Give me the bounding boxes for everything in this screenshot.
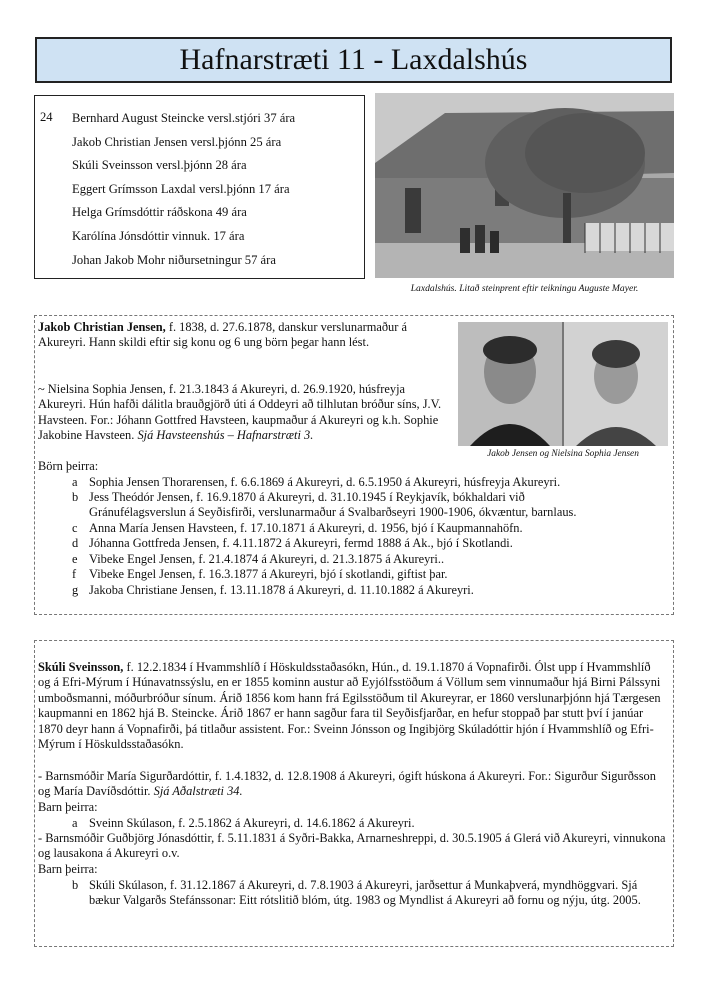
portrait-caption: Jakob Jensen og Nielsina Sophia Jensen [487, 449, 639, 459]
skuli-child-heading-1: Barn þeirra: [38, 800, 98, 814]
child-letter: d [72, 536, 79, 550]
child-letter: c [72, 521, 78, 535]
child-text: Sveinn Skúlason, f. 2.5.1862 á Akureyri, d. 14.6.1862 á Akureyri. [89, 816, 415, 830]
census-entry: Jakob Christian Jensen versl.þjónn 25 ára [72, 134, 282, 149]
census-list [72, 110, 295, 275]
jakob-bio [38, 320, 450, 351]
nielsina-bio-text: ~ Nielsina Sophia Jensen, f. 21.3.1843 á Akureyri, d. 26.9.1920, húsfreyja Akureyri. Hún hafði dálitla brauðgjörð úti á Oddeyri að tilhlutan bróður síns, J.V. Havsteen. For.: Jóhann Gottfred Havsteen, kaupmaður á Akureyri og k.h. Sophie Jakobine Havsteen. [38, 382, 442, 443]
skuli-child-heading-2: Barn þeirra: [38, 862, 98, 876]
child-b-cont [89, 505, 576, 520]
child-letter: a [72, 816, 78, 830]
jakob-name: Jakob Christian Jensen, [38, 320, 166, 334]
portrait-photos [458, 322, 668, 446]
child-letter: b [72, 490, 79, 504]
laxdalshus-engraving [375, 93, 674, 278]
nielsina-bio [38, 382, 450, 444]
census-number: 24 [40, 110, 53, 124]
skuli-child-b-text: Skúli Skúlason, f. 31.12.1867 á Akureyri, d. 7.8.1903 á Akureyri, jarðsettur á Munkaþverá, myndhöggvari. Sjá bækur Valgarðs Stefánssonar: Eitt rótslitið blóm, útg. 1983 og Myndlist á Akureyri að fornu og nýju, útg. 2005. [89, 878, 641, 908]
census-entry: Karólína Jónsdóttir vinnuk. 17 ára [72, 228, 245, 243]
child-letter: e [72, 552, 78, 566]
child-text: Vibeke Engel Jensen, f. 16.3.1877 á Akureyri, bjó í skotlandi, giftist þar. [89, 567, 448, 581]
page-title: Hafnarstræti 11 - Laxdalshús [35, 37, 672, 83]
census-box [34, 95, 365, 279]
child-text: Jakoba Christiane Jensen, f. 13.11.1878 á Akureyri, d. 11.10.1882 á Akureyri. [89, 583, 474, 597]
census-entry: Johan Jakob Mohr niðursetningur 57 ára [72, 252, 276, 267]
child-text: Anna María Jensen Havsteen, f. 17.10.1871 á Akureyri, d. 1956, bjó í Kaupmannahöfn. [89, 521, 523, 535]
mother-1-ref: Sjá Aðalstræti 34. [153, 784, 243, 799]
jakob-children-heading: Börn þeirra: [38, 459, 99, 473]
child-text: Jóhanna Gottfreda Jensen, f. 4.11.1872 á Akureyri, fermd 1888 á Ak., bjó í Skotlandi. [89, 536, 513, 550]
mother-1-text: - Barnsmóðir María Sigurðardóttir, f. 1.4.1832, d. 12.8.1908 á Akureyri, ógift húskona á Akureyri. For.: Sigurður Sigurðsson og María Davíðsdóttir. [38, 769, 656, 799]
child-letter: b [72, 878, 79, 892]
census-entry: Skúli Sveinsson versl.þjónn 28 ára [72, 158, 247, 173]
jakob-bio-text: f. 1838, d. 27.6.1878, danskur verslunarmaður á Akureyri. Hann skildi eftir sig konu og 6 ung börn þegar hann lést. [38, 320, 407, 350]
engraving-caption: Laxdalshús. Litað steinprent eftir teikningu Auguste Mayer. [410, 283, 639, 294]
child-text-cont: Gránufélagsverslun á Seyðisfirði, verslunarmaður á Svalbarðseyri 1900-1906, ókvæntur, barnlaus. [89, 505, 577, 519]
census-entry: Helga Grímsdóttir ráðskona 49 ára [72, 205, 247, 220]
child-letter: f [72, 567, 77, 581]
skuli-mother-1 [38, 769, 666, 800]
skuli-bio [38, 660, 666, 752]
child-letter: a [72, 475, 78, 489]
skuli-name: Skúli Sveinsson, [38, 660, 124, 674]
child-text: Jess Theódór Jensen, f. 16.9.1870 á Akureyri, d. 31.10.1945 í Reykjavík, bókhaldari við [89, 490, 525, 504]
census-entry: Eggert Grímsson Laxdal versl.þjónn 17 ára [72, 181, 290, 196]
census-entry: Bernhard August Steincke versl.stjóri 37 ára [72, 111, 296, 125]
skuli-bio-text: f. 12.2.1834 í Hvammshlíð í Höskuldsstaðasókn, Hún., d. 19.1.1870 á Vopnafirði. Ólst upp í Hvammshlíð og á Efri-Mýrum í Húnavatnssýslu, en er 1855 kominn austur að Eyjólfsstöðum á Völlum sem vinnumaður hjá Birni Pálssyni umboðsmanni, móðurbróður sínum. Árið 1856 kom hann frá Egilsstöðum til Akureyrar, er 1860 verslunarþjónn hjá Tærgesen kaupmanni en 1862 hjá B. Steincke. Árið 1867 er hann sagður fara til Seyðisfjarðar, en hefur stoppað þar stutt því í janúar 1870 deyr hann á Vopnafirði, þá titlaður assistent. For.: Sveinn Jónsson og Ingibjörg Skúladóttir hjón í Hvammshlíð og Efri-Mýrum í Höskuldsstaðasókn. [38, 660, 661, 752]
child-text: Sophia Jensen Thorarensen, f. 6.6.1869 á Akureyri, d. 6.5.1950 á Akureyri, húsfreyja Akureyri. [89, 475, 561, 489]
child-text: Vibeke Engel Jensen, f. 21.4.1874 á Akureyri, d. 21.3.1875 á Akureyri.. [89, 552, 445, 566]
skuli-mother-2: - Barnsmóðir Guðbjörg Jónasdóttir, f. 5.11.1831 á Syðri-Bakka, Arnarneshreppi, d. 30.5.1905 á Glerá við Akureyri, vinnukona og lausakona á Akureyri o.v. [38, 831, 666, 861]
child-letter: g [72, 583, 79, 597]
nielsina-ref: Sjá Havsteenshús – Hafnarstræti 3. [137, 428, 314, 443]
